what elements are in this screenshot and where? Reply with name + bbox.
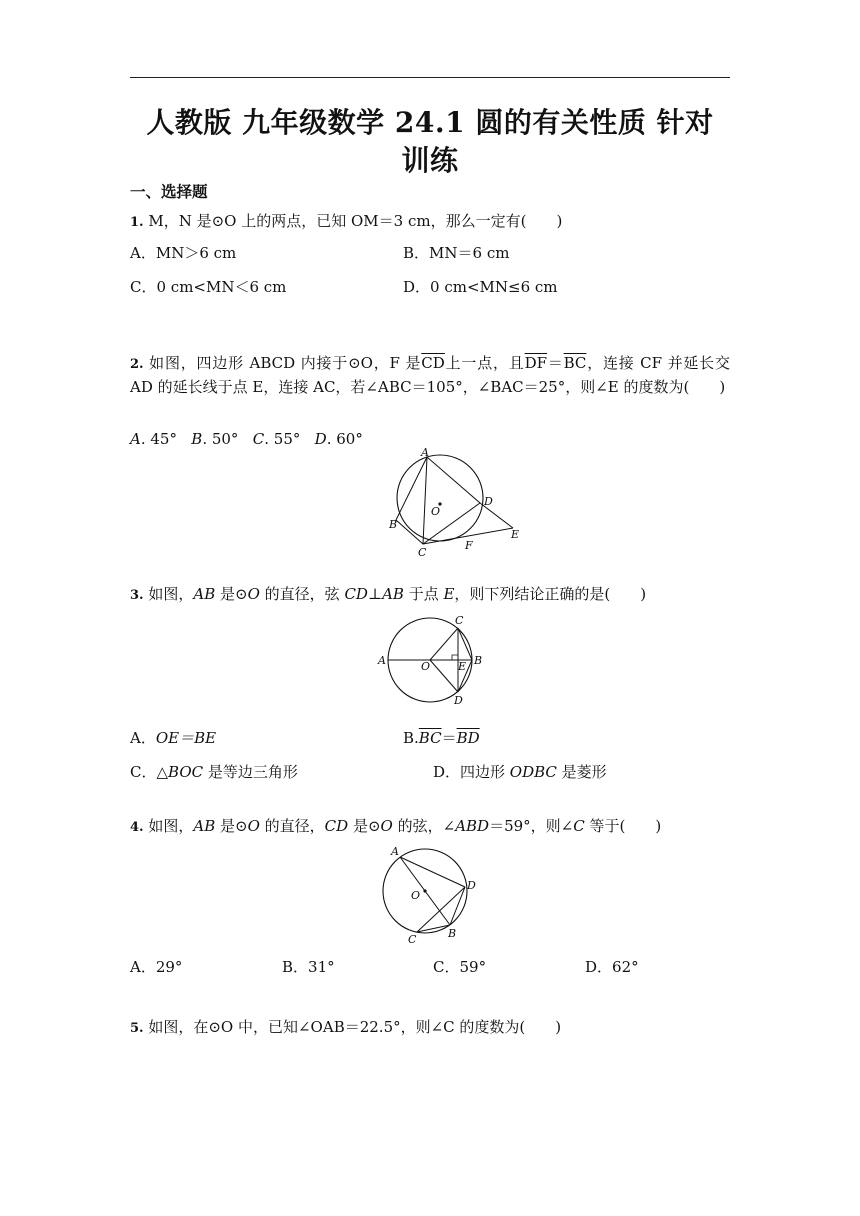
q3-option-d: D．四边形 ODBC 是菱形 — [433, 763, 607, 781]
q2-option-c: C. 55° — [252, 430, 301, 448]
arc-cd: $\overline{CD}$ — [421, 354, 445, 372]
section-heading: 一、选择题 — [130, 182, 208, 201]
question-2: 2. 如图，四边形 ABCD 内接于⊙O，F 是$\overline{CD}$上一点，且$\overline{DF}=\overline{BC}$，连接 CF 并延长交 AD 的延长线于点 E，连接 AC，若∠ABC＝105°，∠BAC＝25°，则∠E 的度数为( ) — [130, 354, 730, 396]
q2-option-d: D. 60° — [314, 430, 363, 448]
fig-label: D — [467, 879, 476, 892]
q1-option-c: C．0 cm<MN＜6 cm — [130, 278, 287, 296]
question-4: 4. 如图，AB 是⊙O 的直径，CD 是⊙O 的弦，∠ABD＝59°，则∠C 等于( ) — [130, 817, 662, 835]
fig-label: C — [408, 933, 417, 946]
q4-figure — [380, 843, 480, 948]
question-number: 5. — [130, 1021, 144, 1036]
question-text: M，N 是⊙O 上的两点，已知 OM＝3 cm，那么一定有( ) — [148, 212, 563, 230]
fig-label: A — [378, 654, 386, 667]
q1-option-a: A．MN＞6 cm — [130, 244, 237, 262]
fig-label: C — [418, 546, 427, 558]
fig-label: A — [421, 448, 429, 459]
fig-label: B — [448, 927, 457, 940]
q2-options — [130, 428, 363, 450]
question-number: 3. — [130, 588, 144, 603]
page-title: 人教版 九年级数学 24.1 圆的有关性质 针对 训练 — [146, 106, 714, 177]
q4-option-a: A．29° — [130, 958, 183, 976]
q4-option-c: C．59° — [433, 958, 487, 976]
fig-label: E — [458, 660, 467, 673]
q3-option-b: $B.\overline{BC}=\overline{BD}$ — [403, 729, 480, 747]
question-3: 3. 如图，AB 是⊙O 的直径，弦 CD⊥AB 于点 E，则下列结论正确的是( ) — [130, 585, 647, 603]
q2-figure — [385, 448, 530, 558]
q1-option-d: D．0 cm<MN≤6 cm — [403, 278, 558, 296]
q3-option-c: C．△BOC 是等边三角形 — [130, 763, 298, 781]
question-number: 2. — [130, 357, 144, 372]
arc-bc: $\overline{BC}$ — [418, 729, 442, 747]
question-5 — [130, 1016, 561, 1040]
question-text: 如图，在⊙O 中，已知∠OAB＝22.5°，则∠C 的度数为( ) — [148, 1018, 562, 1036]
fig-label: F — [465, 539, 473, 552]
fig-label: D — [454, 694, 463, 707]
q3-option-a: A．OE＝BE — [130, 729, 217, 747]
question-1 — [130, 210, 562, 234]
q4-option-b: B．31° — [282, 958, 335, 976]
fig-label: B — [389, 518, 398, 531]
q2-option-b: B. 50° — [191, 430, 239, 448]
fig-label: O — [411, 889, 421, 902]
fig-label: O — [431, 505, 441, 518]
fig-label: D — [484, 495, 493, 508]
fig-label: E — [511, 528, 520, 541]
header-rule — [130, 77, 730, 78]
fig-label: B — [474, 654, 483, 667]
arc-bc: $\overline{BC}$ — [563, 354, 587, 372]
arc-df: $\overline{DF}$ — [524, 354, 548, 372]
fig-label: A — [391, 845, 399, 858]
question-number: 4. — [130, 820, 144, 835]
q2-option-a: A. 45° — [130, 430, 177, 448]
arc-bd: $\overline{BD}$ — [456, 729, 480, 747]
question-number: 1. — [130, 215, 144, 230]
fig-label: C — [455, 614, 464, 627]
q4-option-d: D．62° — [585, 958, 639, 976]
q1-option-b: B．MN＝6 cm — [403, 244, 510, 262]
fig-label: O — [421, 660, 431, 673]
q3-figure — [375, 612, 490, 707]
